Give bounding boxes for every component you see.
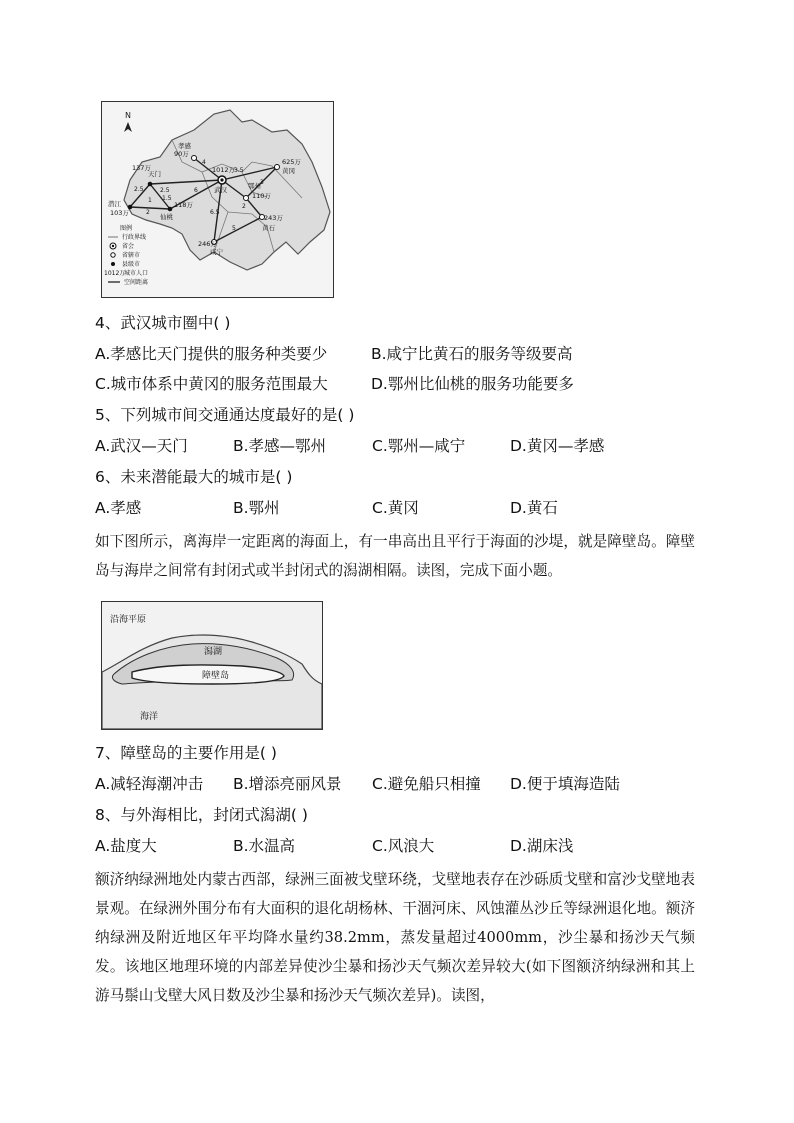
distance-label: 5 <box>232 225 236 232</box>
legend-pop-sample: 1012万 <box>104 270 126 277</box>
q5-option-b[interactable]: B.孝感—鄂州 <box>233 437 327 455</box>
city-pop: 110万 <box>252 192 271 200</box>
distance-label: 2.5 <box>134 186 144 193</box>
q4-options-row2 <box>95 373 695 395</box>
legend-item: 县级市 <box>122 261 141 268</box>
city-marker-huanggang <box>275 165 280 170</box>
distance-label: 6 <box>194 187 198 194</box>
legend-item: 空间距离 <box>124 279 149 286</box>
q7-option-b[interactable]: B.增添亮丽风景 <box>233 775 342 793</box>
distance-label: 1 <box>148 197 152 204</box>
q8-option-b[interactable]: B.水温高 <box>233 837 296 855</box>
city-pop: 246万 <box>198 240 217 248</box>
city-name: 咸宁 <box>210 248 223 256</box>
q5-option-a[interactable]: A.武汉—天门 <box>95 437 188 455</box>
city-name: 黄冈 <box>282 167 295 175</box>
q8-option-d[interactable]: D.湖床浅 <box>510 837 574 855</box>
q8-stem: 8、与外海相比，封闭式潟湖( ) <box>95 806 308 824</box>
q6-options <box>95 497 695 519</box>
city-name: 天门 <box>148 170 161 178</box>
q5-option-c[interactable]: C.鄂州—咸宁 <box>372 437 466 455</box>
distance-label: 6.5 <box>210 209 220 216</box>
city-name: 潜江 <box>108 200 121 208</box>
q7-stem: 7、障壁岛的主要作用是( ) <box>95 744 277 762</box>
distance-label: 2 <box>146 209 150 216</box>
city-pop: 103万 <box>110 209 129 217</box>
map-legend <box>104 224 148 286</box>
q6-option-a[interactable]: A.孝感 <box>95 499 142 517</box>
q7-option-d[interactable]: D.便于填海造陆 <box>510 775 620 793</box>
q4-stem: 4、武汉城市圈中( ) <box>95 314 231 332</box>
q4-option-d[interactable]: D.鄂州比仙桃的服务功能要多 <box>371 375 574 393</box>
prefecture-city-icon <box>111 253 115 257</box>
city-pop: 118万 <box>174 201 193 209</box>
q7-option-a[interactable]: A.减轻海潮冲击 <box>95 775 204 793</box>
distance-label: 3 <box>260 179 264 186</box>
q8-option-c[interactable]: C.风浪大 <box>372 837 435 855</box>
q6-stem: 6、未来潜能最大的城市是( ) <box>95 468 293 486</box>
distance-label: 2 <box>242 203 246 210</box>
q8-option-a[interactable]: A.盐度大 <box>95 837 157 855</box>
city-name: 黄石 <box>262 224 275 232</box>
distance-label: 1.5 <box>162 195 172 202</box>
legend-item: 城市人口 <box>124 270 149 277</box>
barrier-island-figure <box>101 601 323 730</box>
city-marker-ezhou <box>244 196 249 201</box>
lagoon-intro-paragraph: 如下图所示，离海岸一定距离的海面上，有一串高出且平行于海面的沙堤，就是障壁岛。障壁岛与海岸之间常有封闭式或半封闭式的潟湖相隔。读图，完成下面小题。 <box>95 533 695 579</box>
legend-item: 省会 <box>122 243 135 250</box>
city-marker-xiantao <box>168 207 173 212</box>
city-pop: 137万 <box>132 164 151 172</box>
q4-option-a[interactable]: A.孝感比天门提供的服务种类要少 <box>95 345 328 363</box>
q6-option-c[interactable]: C.黄冈 <box>372 499 419 517</box>
distance-label: 2.5 <box>160 187 170 194</box>
lagoon-svg <box>102 602 322 729</box>
distance-label: 3.5 <box>234 167 244 174</box>
city-marker-tianmen <box>148 182 153 187</box>
city-name: 武汉 <box>214 186 227 194</box>
q7-option-c[interactable]: C.避免船只相撞 <box>372 775 481 793</box>
city-name: 仙桃 <box>160 213 173 221</box>
distance-label: 4 <box>202 159 206 166</box>
wuhan-city-circle-map <box>101 101 334 298</box>
north-arrow-icon <box>124 122 132 132</box>
city-name: 鄂州 <box>248 182 261 190</box>
county-city-icon <box>111 262 115 266</box>
lagoon-label: 潟湖 <box>204 647 223 657</box>
legend-title: 图例 <box>120 225 133 232</box>
barrier-island-label: 障壁岛 <box>202 671 230 681</box>
q4-option-b[interactable]: B.咸宁比黄石的服务等级要高 <box>371 345 573 363</box>
city-marker-xiaogan <box>192 156 197 161</box>
q6-option-d[interactable]: D.黄石 <box>510 499 558 517</box>
legend-item: 行政界线 <box>122 234 147 241</box>
q4-options <box>95 343 695 365</box>
q7-options <box>95 773 695 795</box>
q6-option-b[interactable]: B.鄂州 <box>233 499 280 517</box>
coastal-plain-label: 沿海平原 <box>110 615 147 625</box>
city-pop: 625万 <box>282 158 301 166</box>
sea-label: 海洋 <box>140 712 159 722</box>
north-label: N <box>125 111 131 120</box>
q5-option-d[interactable]: D.黄冈—孝感 <box>510 437 605 455</box>
legend-item: 省辖市 <box>122 252 141 259</box>
city-name: 孝感 <box>178 142 191 150</box>
city-pop: 243万 <box>264 214 283 222</box>
q8-options <box>95 835 695 857</box>
map-svg <box>102 102 333 297</box>
q5-stem: 5、下列城市间交通通达度最好的是( ) <box>95 406 355 424</box>
city-pop: 90万 <box>174 150 189 158</box>
q5-options <box>95 435 695 457</box>
ejina-intro-paragraph: 额济纳绿洲地处内蒙古西部，绿洲三面被戈壁环绕，戈壁地表存在沙砾质戈壁和富沙戈壁地表景观。在绿洲外围分布有大面积的退化胡杨林、干涸河床、风蚀灌丛沙丘等绿洲退化地。额济纳绿洲及附近地区年平均降水量约38.2mm，蒸发量超过4000mm，沙尘暴和扬沙天气频发。该地区地理环境的内部差异使沙尘暴和扬沙天气频次差异较大(如下图额济纳绿洲和其上游马鬃山戈壁大风日数及沙尘暴和扬沙天气频次差异)。读图， <box>95 871 695 1004</box>
city-pop: 1012万 <box>212 166 236 174</box>
q4-option-c[interactable]: C.城市体系中黄冈的服务范围最大 <box>95 375 328 393</box>
